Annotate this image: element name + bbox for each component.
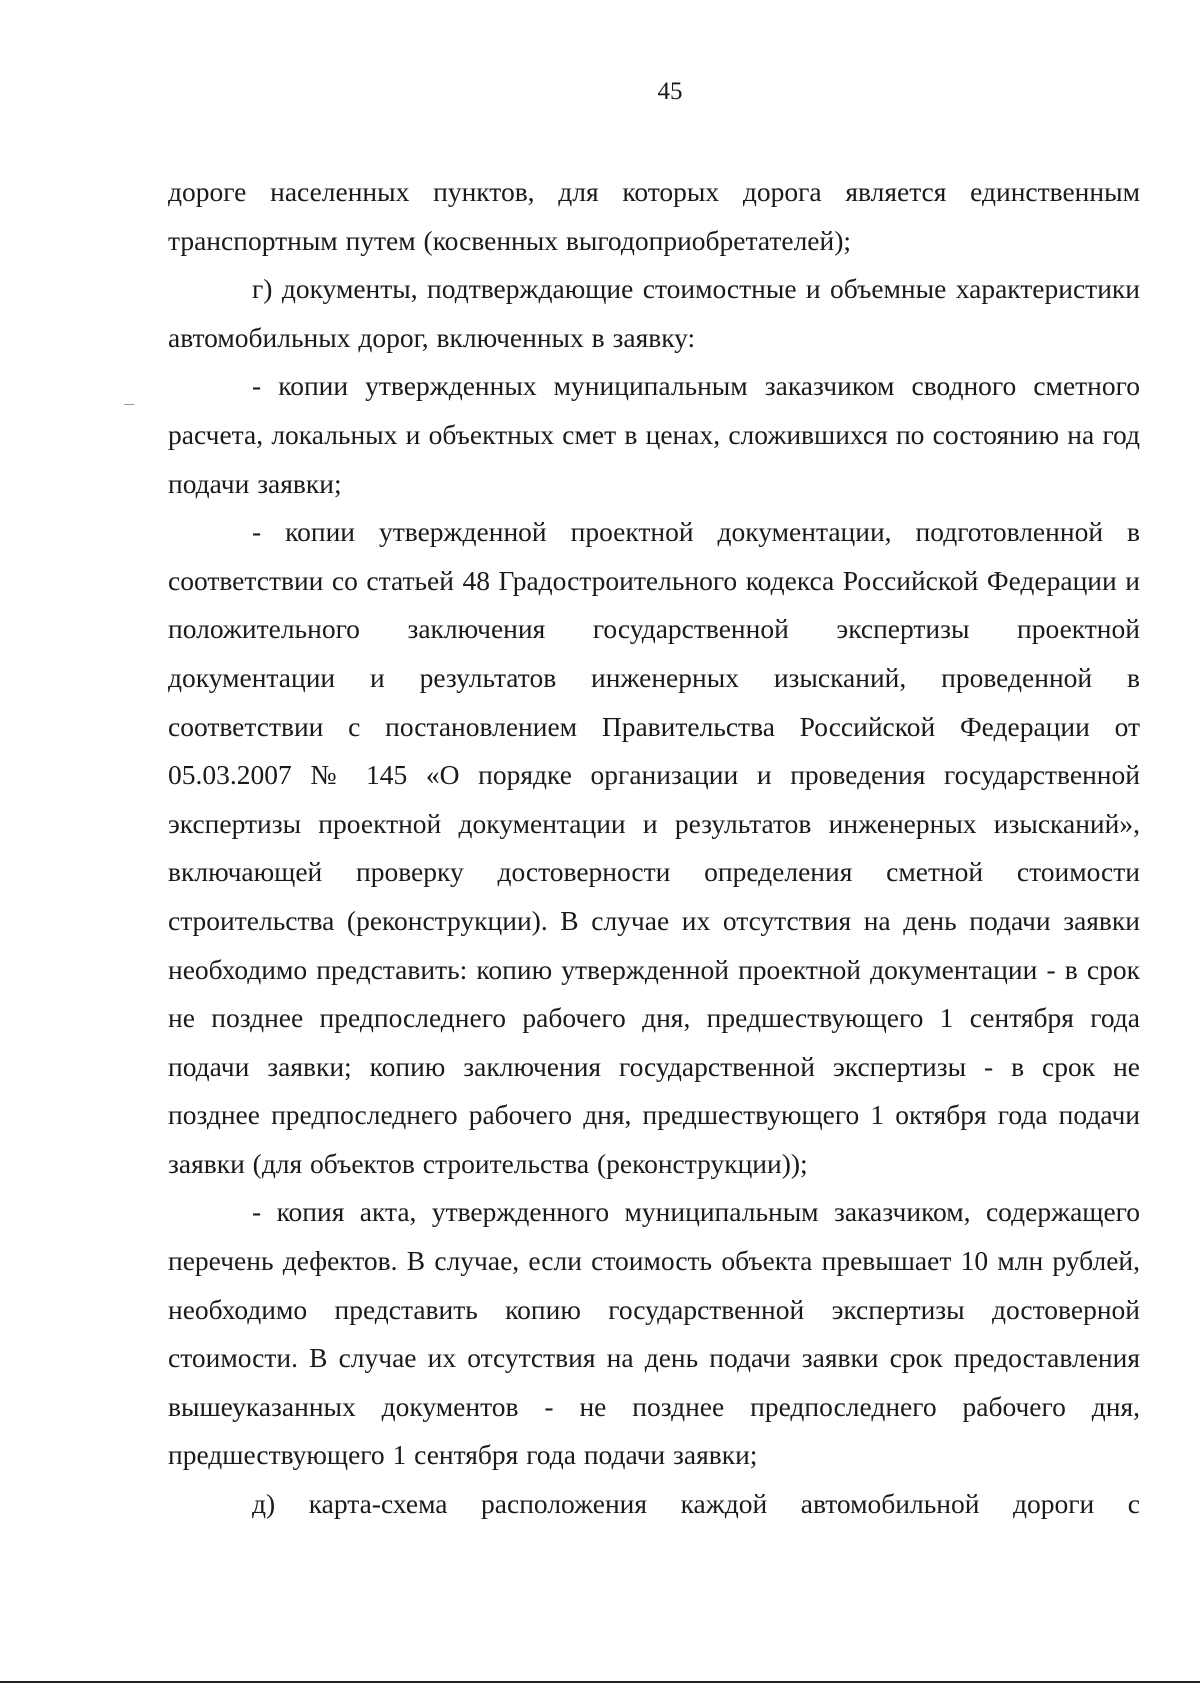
paragraph: - копия акта, утвержденного муниципальным заказчиком, содержащего перечень дефектов. В случае, если стоимость объекта превышает 10 млн рублей, необходимо представить копию государственной экспертизы достоверной стоимости. В случае их отсутствия на день подачи заявки срок предоставления вышеуказанных документов - не позднее предпоследнего рабочего дня, предшествующего 1 сентября года подачи заявки; bbox=[168, 1196, 1140, 1471]
paragraph: г) документы, подтверждающие стоимостные и объемные характеристики автомобильных дорог, включенных в заявку: bbox=[168, 273, 1140, 353]
page-number: 45 bbox=[657, 78, 683, 105]
paragraph: д) карта-схема расположения каждой автомобильной дороги с bbox=[252, 1488, 1140, 1520]
document-body bbox=[168, 168, 1140, 1529]
paragraph: дороге населенных пунктов, для которых дорога является единственным транспортным путем (косвенных выгодоприобретателей); bbox=[168, 176, 1140, 256]
paragraph: - копии утвержденной проектной документации, подготовленной в соответствии со статьей 48 Градостроительного кодекса Российской Федерации и положительного заключения государственной экспертизы проектной документации и результатов инженерных изысканий, проведенной в соответствии с постановлением Правительства Российской Федерации от 05.03.2007 № 145 «О порядке организации и проведения государственной экспертизы проектной документации и результатов инженерных изысканий», включающей проверку достоверности определения сметной стоимости строительства (реконструкции). В случае их отсутствия на день подачи заявки необходимо представить: копию утвержденной проектной документации - в срок не позднее предпоследнего рабочего дня, предшествующего 1 сентября года подачи заявки; копию заключения государственной экспертизы - в срок не позднее предпоследнего рабочего дня, предшествующего 1 октября года подачи заявки (для объектов строительства (реконструкции)); bbox=[168, 516, 1140, 1179]
paragraph: - копии утвержденных муниципальным заказчиком сводного сметного расчета, локальных и объектных смет в ценах, сложившихся по состоянию на год подачи заявки; bbox=[168, 370, 1140, 499]
bottom-rule bbox=[0, 1681, 1200, 1683]
margin-tick bbox=[124, 404, 134, 405]
